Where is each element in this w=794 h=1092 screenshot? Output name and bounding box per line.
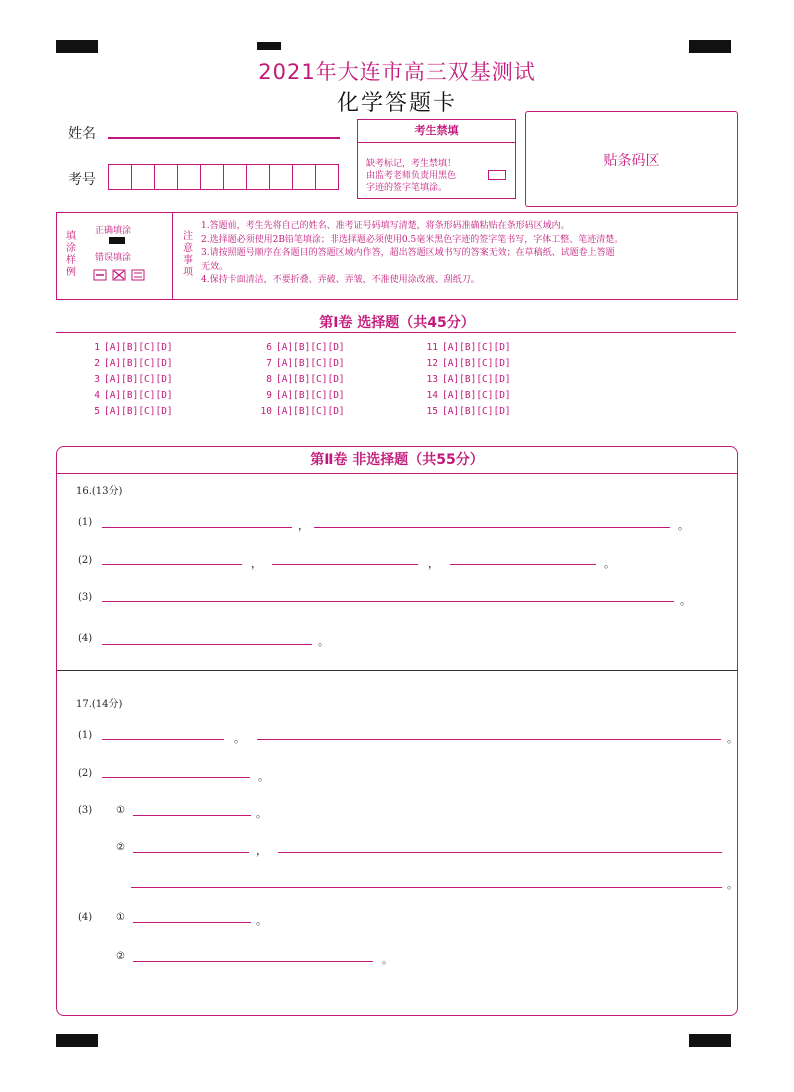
note-3-cont: 无效。 [201,261,229,272]
choice-question-number: 10 [260,406,272,417]
q17-3-2-comma: ， [256,844,267,857]
q17-part4-label: (4) [78,912,93,923]
forbidden-box [357,119,516,199]
registration-mark-top-center [257,42,281,50]
barcode-label: 贴条码区 [603,153,660,169]
q16-2-blank-c[interactable] [450,564,596,565]
q16-3-blank[interactable] [102,601,674,602]
q17-4-sub2-label: ② [116,951,125,962]
exam-no-cell[interactable] [293,165,316,189]
note-4: 4.保持卡面清洁，不要折叠、弄破、弄皱，不准使用涂改液、刮纸刀。 [201,275,480,285]
exam-no-cell[interactable] [155,165,178,189]
card-title: 化学答题卡 [336,91,457,116]
q17-4-2-blank[interactable] [133,961,373,962]
registration-mark-bottom-left [56,1034,98,1047]
exam-no-cell[interactable] [109,165,132,189]
choice-options-ABCD[interactable]: [A][B][C][D] [276,406,345,417]
choice-question-number: 7 [266,358,272,369]
registration-mark-bottom-right [689,1034,731,1047]
registration-mark-top-right [689,40,731,53]
q16-1-period: 。 [678,519,689,532]
choice-options-ABCD[interactable]: [A][B][C][D] [276,342,345,353]
choice-question-number: 4 [94,390,100,401]
instructions-divider [172,213,173,299]
q17-3-2-period: 。 [727,878,738,891]
wrong-fill-label: 错误填涂 [95,253,132,263]
q16-part1-label: (1) [78,517,93,528]
q17-2-blank[interactable] [102,777,250,778]
choice-question-number: 12 [426,358,438,369]
q16-1-blank-b[interactable] [314,527,670,528]
q17-3-2-blank-a[interactable] [133,852,249,853]
choice-options-ABCD[interactable]: [A][B][C][D] [104,406,173,417]
choice-question-number: 11 [426,342,438,353]
q17-2-period: 。 [258,770,269,783]
notes-side-label: 注 意 事 项 [183,231,193,278]
exam-no-cell[interactable] [224,165,247,189]
correct-fill-label: 正确填涂 [95,226,132,236]
q16-2-blank-b[interactable] [272,564,418,565]
choice-question-number: 15 [426,406,438,417]
choice-question-number: 5 [94,406,100,417]
choice-options-ABCD[interactable]: [A][B][C][D] [104,374,173,385]
barcode-area [525,111,738,207]
q17-3-sub2-label: ② [116,842,125,853]
choice-question-number: 9 [266,390,272,401]
forbidden-text-1: 缺考标记，考生禁填！ [366,159,457,169]
choice-options-ABCD[interactable]: [A][B][C][D] [442,342,511,353]
exam-no-label: 考号 [68,172,96,188]
q16-part3-label: (3) [78,592,93,603]
q16-2-blank-a[interactable] [102,564,242,565]
q17-part1-label: (1) [78,730,93,741]
q16-4-period: 。 [318,635,329,648]
q17-4-1-blank[interactable] [133,922,251,923]
section2-title: 第Ⅱ卷 非选择题（共55分） [57,447,737,474]
fill-sample-side-label: 填 涂 样 例 [66,231,76,278]
q17-1-period-2: 。 [727,732,738,745]
q17-part2-label: (2) [78,768,93,779]
q16-part2-label: (2) [78,555,93,566]
q17-1-blank-b[interactable] [257,739,721,740]
q16-q17-divider [57,670,737,671]
q16-part4-label: (4) [78,633,93,644]
q17-4-2-period: 。 [382,953,393,966]
wrong-fill-samples-icon [93,268,147,282]
note-1: 1.答题前，考生先将自己的姓名、准考证号码填写清楚，将条形码准确粘贴在条形码区域内。 [201,221,570,231]
choice-options-ABCD[interactable]: [A][B][C][D] [442,358,511,369]
choice-options-ABCD[interactable]: [A][B][C][D] [442,390,511,401]
choice-question-number: 1 [94,342,100,353]
choice-question-number: 2 [94,358,100,369]
exam-no-cell[interactable] [247,165,270,189]
choice-options-ABCD[interactable]: [A][B][C][D] [442,406,511,417]
q16-2-period: 。 [604,557,615,570]
instructions-box [56,212,738,300]
note-3: 3.请按照题号顺序在各题目的答题区域内作答，超出答题区域书写的答案无效；在草稿纸、试题卷上答题 [201,248,615,258]
forbidden-text-3: 字迹的签字笔填涂。 [366,183,448,193]
choice-options-ABCD[interactable]: [A][B][C][D] [104,390,173,401]
q17-1-blank-a[interactable] [102,739,224,740]
choice-question-number: 6 [266,342,272,353]
q16-1-comma: ， [298,519,309,532]
section2-box [56,446,738,1016]
forbidden-text-2: 由监考老师负责用黑色 [366,171,457,181]
choice-options-ABCD[interactable]: [A][B][C][D] [104,358,173,369]
q17-3-sub1-label: ① [116,805,125,816]
notes-list [201,220,731,288]
section1-rule [56,332,736,333]
choice-options-ABCD[interactable]: [A][B][C][D] [104,342,173,353]
q17-3-2-blank-c[interactable] [131,887,722,888]
exam-no-cell[interactable] [201,165,224,189]
exam-no-grid[interactable] [108,164,339,190]
exam-no-cell[interactable] [316,165,338,189]
q17-part3-label: (3) [78,805,93,816]
q16-2-comma-2: ， [428,557,439,570]
q17-4-sub1-label: ① [116,912,125,923]
choice-question-number: 3 [94,374,100,385]
exam-no-cell[interactable] [270,165,293,189]
q16-header: 16.(13分) [76,486,123,497]
choice-options-ABCD[interactable]: [A][B][C][D] [442,374,511,385]
name-label: 姓名 [68,126,96,142]
exam-no-cell[interactable] [132,165,155,189]
registration-mark-top-left [56,40,98,53]
choice-options-ABCD[interactable]: [A][B][C][D] [276,358,345,369]
exam-no-cell[interactable] [178,165,201,189]
q17-3-1-period: 。 [256,807,267,820]
choice-options-ABCD[interactable]: [A][B][C][D] [276,374,345,385]
note-2: 2.选择题必须使用2B铅笔填涂；非选择题必须使用0.5毫米黑色字迹的签字笔书写，字体工整、笔迹清楚。 [201,234,624,245]
q16-4-blank[interactable] [102,644,312,645]
q17-3-1-blank[interactable] [133,815,251,816]
choice-options-ABCD[interactable]: [A][B][C][D] [276,390,345,401]
choice-question-number: 14 [426,390,438,401]
name-field[interactable] [108,137,340,139]
choice-question-number: 8 [266,374,272,385]
q17-header: 17.(14分) [76,699,123,710]
correct-fill-sample [109,237,125,244]
exam-title: 2021年大连市高三双基测试 [258,60,536,84]
q16-2-comma-1: ， [251,557,262,570]
choice-question-number: 13 [426,374,438,385]
forbidden-title: 考生禁填 [358,120,515,143]
q16-3-period: 。 [680,594,691,607]
absence-mark-box[interactable] [488,170,506,180]
q16-1-blank-a[interactable] [102,527,292,528]
q17-3-2-blank-b[interactable] [278,852,722,853]
q17-1-period-1: 。 [234,732,245,745]
q17-4-1-period: 。 [256,914,267,927]
section1-title: 第Ⅰ卷 选择题（共45分） [319,315,475,331]
